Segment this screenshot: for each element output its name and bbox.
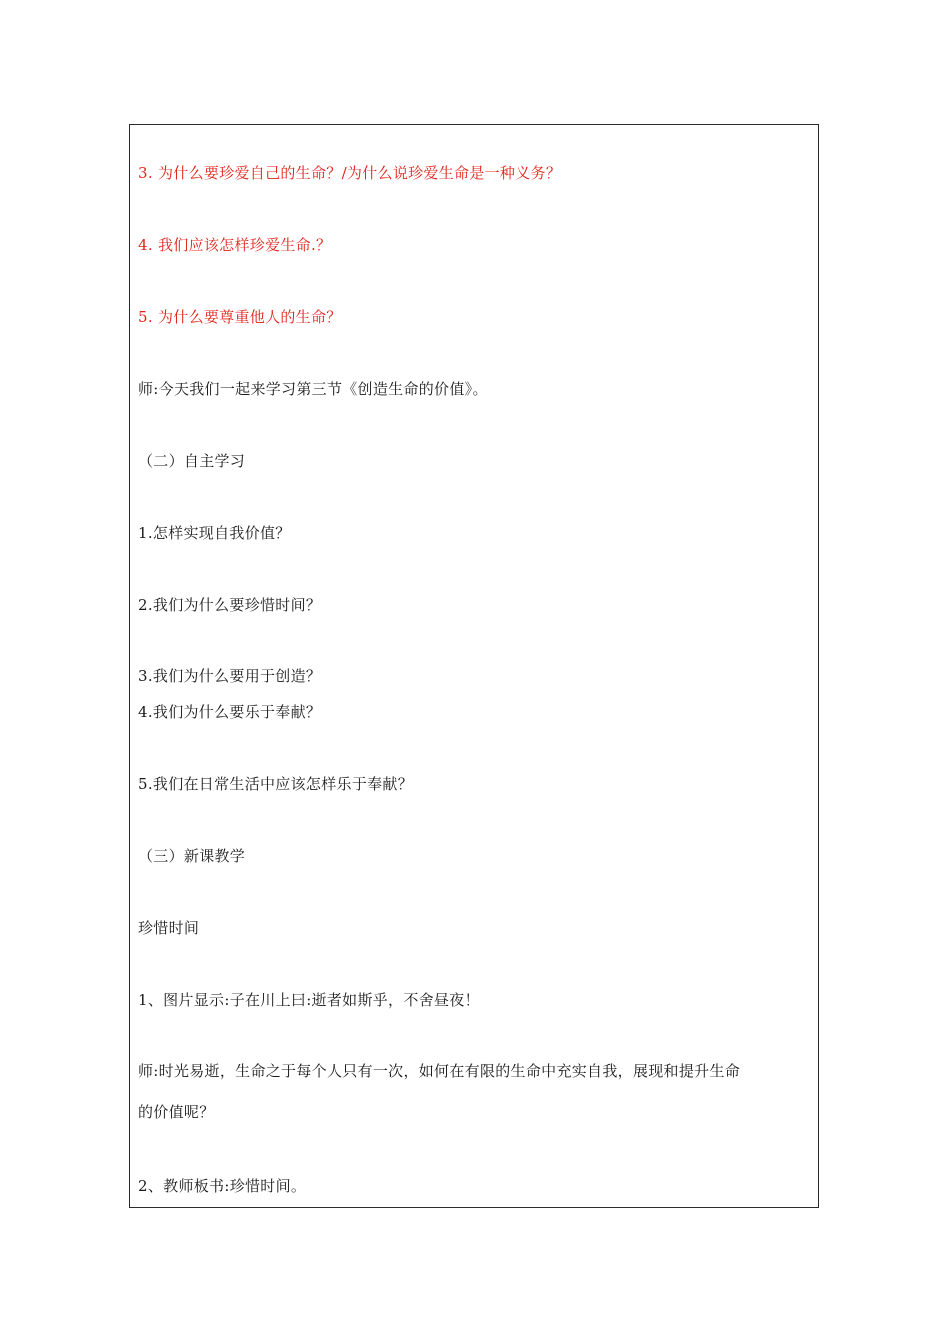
section-heading-new-lesson: （三）新课教学 — [138, 847, 246, 865]
subheading-cherish-time: 珍惜时间 — [138, 919, 200, 937]
lesson-table-cell — [129, 124, 819, 1208]
self-study-item-2: 2.我们为什么要珍惜时间？ — [138, 596, 322, 614]
self-study-item-4: 4.我们为什么要乐于奉献？ — [138, 703, 322, 721]
question-3: 3. 为什么要珍爱自己的生命？/为什么说珍爱生命是一种义务？ — [138, 164, 562, 182]
step-1-picture: 1、图片显示:子在川上曰:逝者如斯乎，不舍昼夜！ — [138, 991, 480, 1009]
teacher-intro: 师:今天我们一起来学习第三节《创造生命的价值》。 — [138, 380, 488, 398]
step-2-board: 2、教师板书:珍惜时间。 — [138, 1177, 307, 1195]
self-study-item-3: 3.我们为什么要用于创造？ — [138, 667, 322, 685]
question-5: 5. 为什么要尊重他人的生命？ — [138, 308, 342, 326]
teacher-paragraph-line-2: 的价值呢？ — [138, 1103, 215, 1121]
section-heading-self-study: （二）自主学习 — [138, 452, 246, 470]
self-study-item-1: 1.怎样实现自我价值？ — [138, 524, 291, 542]
question-4: 4. 我们应该怎样珍爱生命.？ — [138, 236, 332, 254]
teacher-paragraph-line-1: 师:时光易逝，生命之于每个人只有一次，如何在有限的生命中充实自我，展现和提升生命 — [138, 1062, 741, 1080]
self-study-item-5: 5.我们在日常生活中应该怎样乐于奉献？ — [138, 775, 414, 793]
